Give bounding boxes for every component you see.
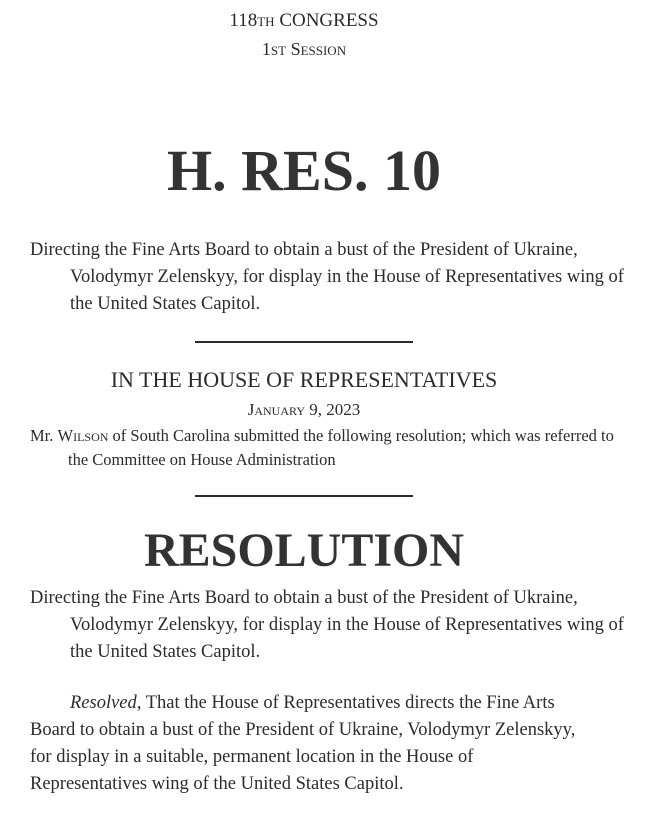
sponsor-name: Wilson xyxy=(57,426,109,445)
congress-suffix: th xyxy=(257,10,275,31)
bill-title: Directing the Fine Arts Board to obtain a bust of the President of Ukraine, Volodymyr Zelenskyy, for display in the House of Representatives wing of the United States Capitol. xyxy=(30,240,624,314)
divider-bottom xyxy=(195,495,413,497)
congress-line xyxy=(0,9,608,33)
bill-number: H. RES. 10 xyxy=(167,138,441,203)
sponsor-prefix: Mr. xyxy=(30,426,54,445)
resolved-clause xyxy=(30,690,590,798)
congress-word: CONGRESS xyxy=(279,10,379,31)
resolved-word: Resolved, xyxy=(70,693,142,713)
session-suffix: st xyxy=(270,39,287,59)
congress-number: 118 xyxy=(229,10,258,31)
sponsor-text: of South Carolina submitted the following resolution; which was referred to the Committee on House Administration xyxy=(68,426,614,469)
session-line xyxy=(0,37,608,61)
divider-top xyxy=(195,341,413,343)
resolved-text: That the House of Representatives directs the Fine Arts Board to obtain a bust of the President of Ukraine, Volodymyr Zelenskyy, for display in a suitable, permanent location in the House of Representatives wing of the United States Capitol. xyxy=(30,693,576,794)
session-number: 1 xyxy=(261,39,271,59)
sponsor-statement xyxy=(30,424,628,472)
resolution-heading: RESOLUTION xyxy=(143,524,465,577)
session-word: Session xyxy=(290,39,347,59)
chamber-heading: IN THE HOUSE OF REPRESENTATIVES xyxy=(110,367,498,392)
resolution-title: Directing the Fine Arts Board to obtain a bust of the President of Ukraine, Volodymyr Zelenskyy, for display in the House of Representatives wing of the United States Capitol. xyxy=(30,588,624,662)
action-date: January 9, 2023 xyxy=(247,400,361,419)
